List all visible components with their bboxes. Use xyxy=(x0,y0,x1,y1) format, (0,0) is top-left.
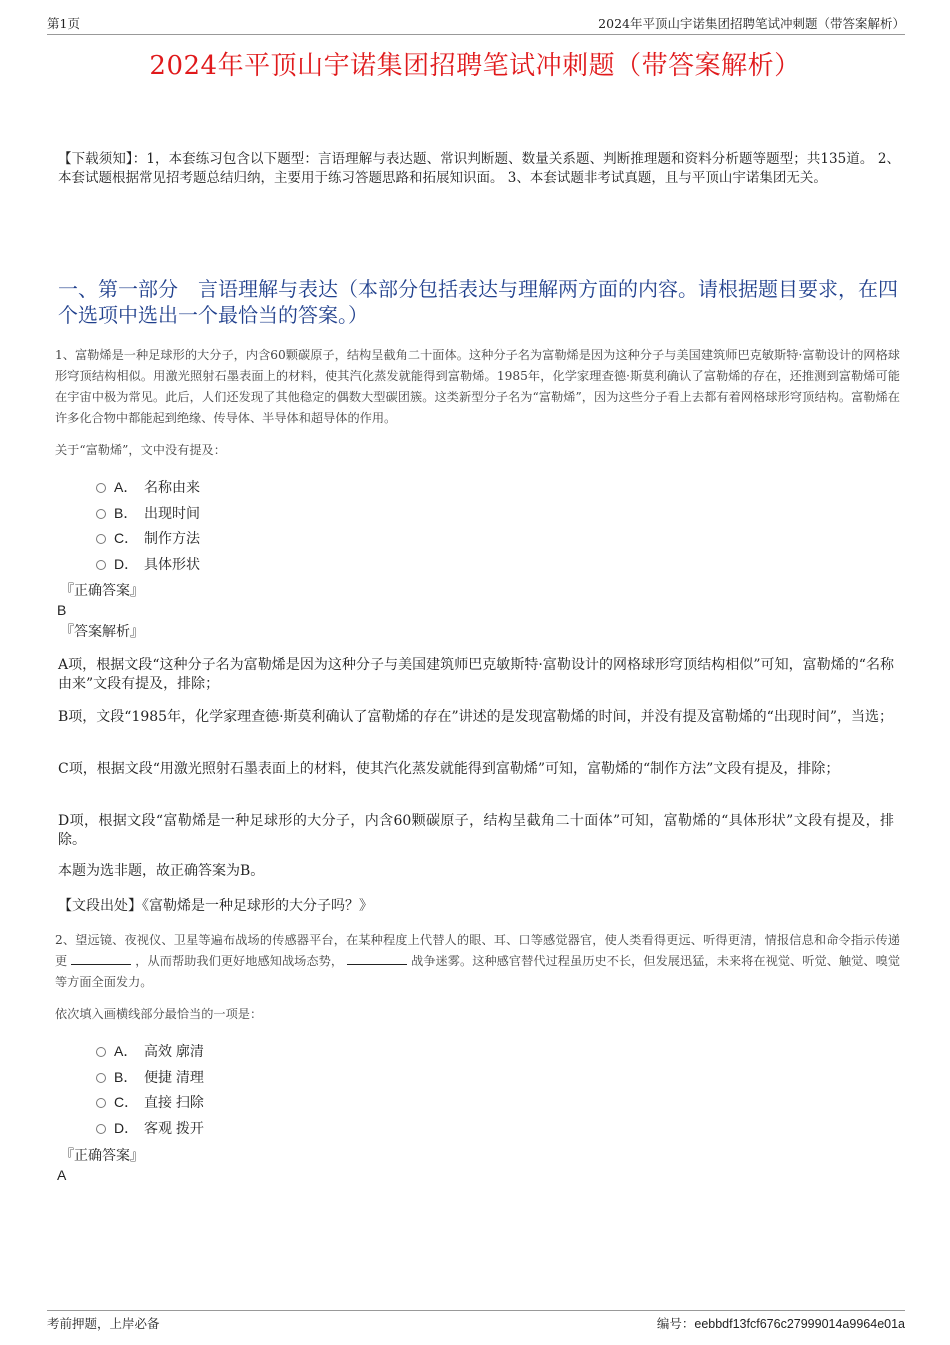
question-2-text-part3: 战争迷雾。这种感官替代过程虽历史不长，但发展迅猛，未来将在视觉、听觉、触觉、嗅觉等方面全面发力。 xyxy=(55,954,901,989)
footer-slogan: 考前押题，上岸必备 xyxy=(47,1316,160,1331)
radio-icon[interactable] xyxy=(96,509,106,519)
page-footer xyxy=(47,1310,905,1336)
option-text: 客观 拨开 xyxy=(144,1119,204,1136)
section-heading: 一、第一部分 言语理解与表达（本部分包括表达与理解两方面的内容。请根据题目要求，在四个选项中选出一个最恰当的答案。） xyxy=(58,277,898,327)
question-1-option-c[interactable] xyxy=(96,525,200,551)
question-1-option-b[interactable] xyxy=(96,500,200,526)
fill-blank-2 xyxy=(347,952,407,965)
radio-icon[interactable] xyxy=(96,483,106,493)
option-letter: A． xyxy=(114,1042,138,1059)
page-number: 第1页 xyxy=(47,16,80,31)
option-text: 直接 扫除 xyxy=(144,1094,204,1111)
option-text: 名称由来 xyxy=(144,478,200,495)
option-letter: A． xyxy=(114,478,138,495)
option-text: 高效 廓清 xyxy=(144,1042,204,1059)
analysis-paragraph-d: D项，根据文段“富勒烯是一种足球形的大分子，内含60颗碳原子，结构呈截角二十面体”可知，富勒烯的“具体形状”文段有提及，排除。 xyxy=(58,813,894,848)
option-text: 具体形状 xyxy=(144,555,200,572)
option-text: 出现时间 xyxy=(144,504,200,521)
analysis-source: 【文段出处】《富勒烯是一种足球形的大分子吗？》 xyxy=(58,898,373,914)
document-code xyxy=(657,1314,905,1332)
question-1-analysis-label: 『答案解析』 xyxy=(60,624,144,640)
radio-icon[interactable] xyxy=(96,560,106,570)
question-1-option-d[interactable] xyxy=(96,551,200,577)
question-2-prompt: 依次填入画横线部分最恰当的一项是： xyxy=(55,1007,263,1021)
question-1-prompt: 关于“富勒烯”，文中没有提及： xyxy=(55,443,226,457)
radio-icon[interactable] xyxy=(96,1073,106,1083)
question-2-answer: A xyxy=(57,1167,67,1183)
option-letter: B． xyxy=(114,504,138,521)
code-label: 编号： xyxy=(656,1316,695,1331)
page-header xyxy=(47,12,905,35)
question-1-options xyxy=(96,474,200,577)
code-value: eebbdf13fcf676c27999014a9964e01a xyxy=(694,1317,905,1331)
document-title: 2024年平顶山宇诺集团招聘笔试冲刺题（带答案解析） xyxy=(149,51,801,81)
question-2-option-b[interactable] xyxy=(96,1064,204,1090)
question-1-answer: B xyxy=(57,602,67,618)
option-text: 便捷 清理 xyxy=(144,1068,204,1085)
option-letter: B． xyxy=(114,1068,138,1085)
question-2-answer-label: 『正确答案』 xyxy=(60,1148,144,1164)
option-letter: D． xyxy=(114,555,139,572)
radio-icon[interactable] xyxy=(96,1047,106,1057)
question-2-option-d[interactable] xyxy=(96,1115,204,1141)
question-2-text xyxy=(55,930,900,993)
question-1-answer-label: 『正确答案』 xyxy=(60,583,144,599)
question-2-text-part2: ，从而帮助我们更好地感知战场态势， xyxy=(135,954,344,968)
radio-icon[interactable] xyxy=(96,1124,106,1134)
analysis-paragraph-a: A项，根据文段“这种分子名为富勒烯是因为这种分子与美国建筑师巴克敏斯特·富勒设计的网格球形穹顶结构相似”可知，富勒烯的“名称由来”文段有提及，排除； xyxy=(58,657,894,692)
question-2-text-part1: 2、望远镜、夜视仪、卫星等遍布战场的传感器平台，在某种程度上代替人的眼、耳、口等感觉器官，使人类看得更远、听得更清，情报信息和命令指示传递更 xyxy=(55,933,900,968)
fill-blank-1 xyxy=(71,952,131,965)
download-notice: 【下载须知】：1，本套练习包含以下题型：言语理解与表达题、常识判断题、数量关系题、判断推理题和资料分析题等题型；共135道。 2、本套试题根据常见招考题总结归纳，主要用于练习答题思路和拓展知识面。 3、本套试题非考试真题，且与平顶山宇诺集团无关。 xyxy=(58,151,900,186)
analysis-paragraph-b: B项，文段“1985年，化学家理查德·斯莫利确认了富勒烯的存在”讲述的是发现富勒烯的时间，并没有提及富勒烯的“出现时间”，当选； xyxy=(58,709,893,725)
option-text: 制作方法 xyxy=(144,530,200,547)
question-1-option-a[interactable] xyxy=(96,474,200,500)
running-title: 2024年平顶山宇诺集团招聘笔试冲刺题（带答案解析） xyxy=(598,16,905,31)
radio-icon[interactable] xyxy=(96,534,106,544)
question-2-options xyxy=(96,1038,204,1141)
radio-icon[interactable] xyxy=(96,1098,106,1108)
option-letter: C． xyxy=(114,1094,139,1111)
analysis-conclusion: 本题为选非题，故正确答案为B。 xyxy=(58,863,265,879)
option-letter: D． xyxy=(114,1119,139,1136)
question-1-text: 1、富勒烯是一种足球形的大分子，内含60颗碳原子，结构呈截角二十面体。这种分子名为富勒烯是因为这种分子与美国建筑师巴克敏斯特·富勒设计的网格球形穹顶结构相似。用激光照射石墨表面上的材料，使其汽化蒸发就能得到富勒烯。1985年，化学家理查德·斯莫利确认了富勒烯的存在，还推测到富勒烯可能在宇宙中极为常见。此后，人们还发现了其他稳定的偶数大型碳团簇。这类新型分子名为“富勒烯”，因为这些分子看上去都有着网格球形穹顶结构。富勒烯在许多化合物中都能起到绝缘、传导体、半导体和超导体的作用。 xyxy=(55,348,900,425)
question-2-option-c[interactable] xyxy=(96,1089,204,1115)
question-2-option-a[interactable] xyxy=(96,1038,204,1064)
option-letter: C． xyxy=(114,530,139,547)
analysis-paragraph-c: C项，根据文段“用激光照射石墨表面上的材料，使其汽化蒸发就能得到富勒烯”可知，富勒烯的“制作方法”文段有提及，排除； xyxy=(58,761,840,777)
